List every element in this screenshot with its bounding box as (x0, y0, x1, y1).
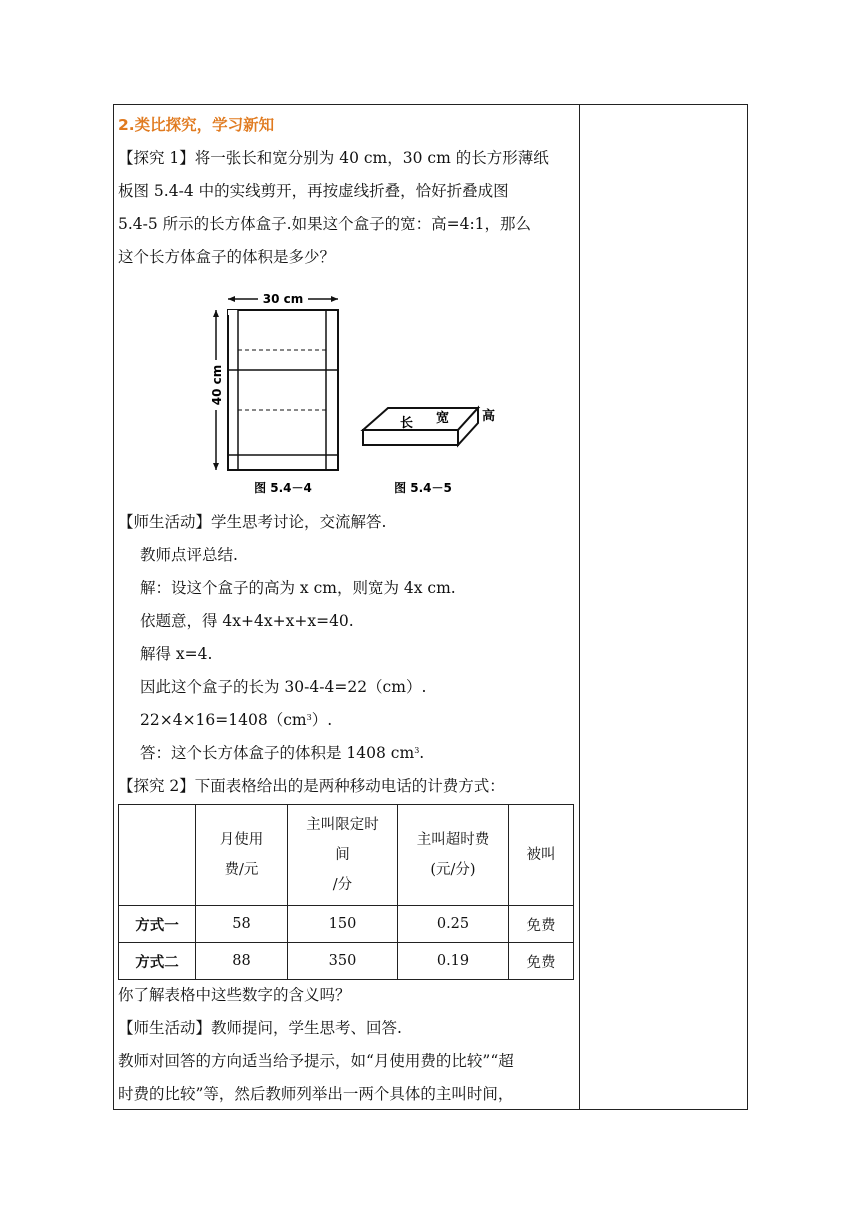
caption-right: 图 5.4－5 (394, 481, 452, 495)
activity1-result: 解得 x=4. (140, 645, 213, 663)
fee-table (118, 804, 574, 980)
explore2-intro: 【探究 2】下面表格给出的是两种移动电话的计费方式： (118, 777, 505, 795)
row-label: 方式一 (119, 906, 196, 943)
activity2-label: 【师生活动】教师提问，学生思考、回答. (118, 1019, 402, 1037)
section-heading: 2.类比探究，学习新知 (118, 116, 275, 134)
header-overtime: 主叫超时费 (元/分) (398, 805, 509, 906)
activity1-length: 因此这个盒子的长为 30-4-4=22（cm）. (140, 678, 427, 696)
activity1-answer: 答：这个长方体盒子的体积是 1408 $cm^3$. (140, 744, 425, 762)
activity1-solve: 解：设这个盒子的高为 x cm，则宽为 4x cm. (140, 579, 456, 597)
cell-called: 免费 (509, 906, 574, 943)
activity2-text2: 时费的比较”等，然后教师列举出一两个具体的主叫时间， (118, 1085, 514, 1103)
row-label: 方式二 (119, 943, 196, 980)
activity2-text1: 教师对回答的方向适当给予提示，如“月使用费的比较”“超 (118, 1052, 514, 1070)
header-monthly: 月使用 费/元 (196, 805, 288, 906)
height-label: 40 cm (210, 364, 224, 406)
header-called: 被叫 (509, 805, 574, 906)
cell-limit: 150 (288, 906, 398, 943)
fee-table-header-row (119, 805, 574, 906)
cell-called: 免费 (509, 943, 574, 980)
header-empty (119, 805, 196, 906)
after-question: 你了解表格中这些数字的含义吗？ (118, 986, 351, 1004)
cell-monthly: 88 (196, 943, 288, 980)
header-limit: 主叫限定时 间 /分 (288, 805, 398, 906)
box-length-label: 长 (400, 416, 414, 431)
figure-box-net (208, 290, 608, 500)
box-height-label: 高 (482, 409, 496, 424)
column-divider (579, 104, 580, 1110)
activity1-label: 【师生活动】学生思考讨论，交流解答. (118, 513, 387, 531)
activity1-summary: 教师点评总结. (140, 546, 238, 564)
explore1-line3: 5.4-5 所示的长方体盒子.如果这个盒子的宽：高=4:1，那么 (118, 215, 532, 233)
cell-overtime: 0.25 (398, 906, 509, 943)
width-label: 30 cm (262, 292, 304, 306)
table-row (119, 906, 574, 943)
cell-overtime: 0.19 (398, 943, 509, 980)
activity1-equation: 依题意，得 4x+4x+x+x=40. (140, 612, 354, 630)
cell-limit: 350 (288, 943, 398, 980)
explore1-line4: 这个长方体盒子的体积是多少？ (118, 248, 336, 266)
explore1-line2: 板图 5.4-4 中的实线剪开，再按虚线折叠，恰好折叠成图 (118, 182, 509, 200)
explore1-line1: 【探究 1】将一张长和宽分别为 40 cm，30 cm 的长方形薄纸 (118, 149, 549, 167)
caption-left: 图 5.4－4 (254, 481, 312, 495)
activity1-volume: $22\times 4\times 16=1408(cm^3)$. (140, 711, 333, 729)
cell-monthly: 58 (196, 906, 288, 943)
box-width-label: 宽 (436, 411, 450, 426)
table-row (119, 943, 574, 980)
